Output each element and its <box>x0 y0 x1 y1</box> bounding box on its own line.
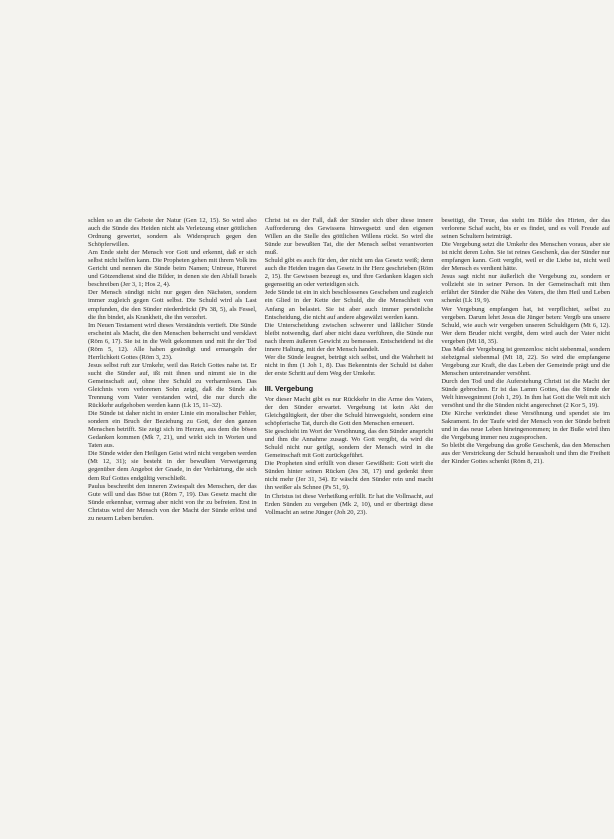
paragraph: Christ ist es der Fall, daß der Sünder sich über diese innere Aufforderung des Gewissens hinwegsetzt und den eigenen Willen an die Stelle des göttlichen Willens rückt. So wird die Sünde zur bewußten Tat, die der Mensch selbst verantworten muß. <box>264 217 434 257</box>
paragraph: Das Maß der Vergebung ist grenzenlos: nicht siebenmal, sondern siebzigmal siebenmal (Mt 18, 22). So wird die empfangene Vergebung zur Kraft, die das Leben der Gemeinde prägt und die Menschen untereinander versöhnt. <box>441 345 611 377</box>
paragraph: Durch den Tod und die Auferstehung Christi ist die Macht der Sünde gebrochen. Er ist das Lamm Gottes, das die Sünde der Welt hinwegnimmt (Joh 1, 29). In ihm hat Gott die Welt mit sich versöhnt und ihr die Sünden nicht angerechnet (2 Kor 5, 19). <box>441 377 611 410</box>
paragraph: schlen so an die Gebote der Natur (Gen 12, 15). So wird also auch die Sünde des Heiden nicht als Verletzung einer göttlichen Ordnung gewertet, sondern als Widerspruch gegen den Schöpferwillen. <box>88 217 257 249</box>
paragraph: Jede Sünde ist ein in sich beschlossenes Geschehen und zugleich ein Glied in der Kette der Schuld, die die Menschheit von Anfang an belastet. Sie ist aber auch immer persönliche Entscheidung, die nicht auf andere abgewälzt werden kann. <box>264 289 434 321</box>
text-columns <box>88 217 610 835</box>
paragraph: Vor dieser Macht gibt es nur Rückkehr in die Arme des Vaters, der den Sünder erwartet. Vergebung ist kein Akt der Gleichgültigkeit, der über die Schuld hinwegsieht, sondern eine schöpferische Tat, durch die Gott den Menschen erneuert. <box>264 395 434 428</box>
paragraph: Die Sünde wider den Heiligen Geist wird nicht vergeben werden (Mt 12, 31); sie besteht in der bewußten Verweigerung gegenüber dem Angebot der Gnade, in der Verhärtung, die sich dem Ruf Gottes endgültig verschließt. <box>88 450 257 482</box>
paragraph: Jesus selbst ruft zur Umkehr, weil das Reich Gottes nahe ist. Er sucht die Sünder auf, ißt mit ihnen und nimmt sie in die Gemeinschaft auf, ohne ihre Schuld zu verharmlosen. Das Gleichnis vom verlorenen Sohn zeigt, daß die Sünde als Trennung vom Vater verstanden wird, die nur durch die Rückkehr aufgehoben werden kann (Lk 15, 11–32). <box>88 361 257 410</box>
paragraph: Die Propheten sind erfüllt von dieser Gewißheit: Gott wirft die Sünden hinter seinen Rücken (Jes 38, 17) und gedenkt ihrer nicht mehr (Jer 31, 34). Er wäscht den Sünder rein und macht ihn weißer als Schnee (Ps 51, 9). <box>264 460 434 492</box>
paragraph: Die Unterscheidung zwischen schwerer und läßlicher Sünde bleibt notwendig, darf aber nicht dazu verführen, die Sünde nur nach ihrem äußeren Gewicht zu bemessen. Entscheidend ist die innere Haltung, mit der der Mensch handelt. <box>264 321 434 353</box>
section-heading: III. Vergebung <box>264 383 314 393</box>
paragraph: Jesus sagt nicht nur äußerlich die Vergebung zu, sondern er vollzieht sie in seiner Person. In der Gemeinschaft mit ihm erfährt der Sünder die Nähe des Vaters, die ihm Heil und Leben schenkt (Lk 19, 9). <box>441 273 611 305</box>
paragraph: Die Kirche verkündet diese Versöhnung und spendet sie im Sakrament. In der Taufe wird der Mensch von der Sünde befreit und in das neue Leben hineingenommen; in der Buße wird ihm die Vergebung immer neu zugesprochen. <box>441 410 611 442</box>
column-right <box>441 217 610 835</box>
paragraph: beseitigt, die Treue, das steht im Bilde des Hirten, der das verlorene Schaf sucht, bis er es findet, und es voll Freude auf seinen Schultern heimträgt. <box>441 217 611 241</box>
paragraph: Im Neuen Testament wird dieses Verständnis vertieft. Die Sünde erscheint als Macht, die den Menschen beherrscht und versklavt (Röm 6, 17). Sie ist in die Welt gekommen und mit ihr der Tod (Röm 5, 12). Alle haben gesündigt und ermangeln der Herrlichkeit Gottes (Röm 3, 23). <box>88 321 257 361</box>
paragraph: Wer Vergebung empfangen hat, ist verpflichtet, selbst zu vergeben. Darum lehrt Jesus die Jünger beten: Vergib uns unsere Schuld, wie auch wir vergeben unseren Schuldigern (Mt 6, 12). Wer dem Bruder nicht vergibt, dem wird auch der Vater nicht vergeben (Mt 18, 35). <box>441 305 611 345</box>
column-left <box>88 217 257 835</box>
paragraph: Die Sünde ist daher nicht in erster Linie ein moralischer Fehler, sondern ein Bruch der Beziehung zu Gott, der den ganzen Menschen betrifft. Sie zeigt sich im Herzen, aus dem die bösen Gedanken kommen (Mk 7, 21), und wirkt sich in Worten und Taten aus. <box>88 410 257 450</box>
blank-top-margin <box>0 0 614 210</box>
column-middle <box>265 217 434 835</box>
paragraph: Wer die Sünde leugnet, betrügt sich selbst, und die Wahrheit ist nicht in ihm (1 Joh 1, 8). Das Bekenntnis der Schuld ist daher der erste Schritt auf dem Weg der Umkehr. <box>264 353 434 377</box>
paragraph: So bleibt die Vergebung das große Geschenk, das den Menschen aus der Verstrickung der Schuld herausholt und ihm die Freiheit der Kinder Gottes schenkt (Röm 8, 21). <box>441 442 611 466</box>
paragraph: Der Mensch sündigt nicht nur gegen den Nächsten, sondern immer zugleich gegen Gott selbst. Die Schuld wird als Last empfunden, die den Sünder niederdrückt (Ps 38, 5), als Fessel, die ihn bindet, als Krankheit, die ihn verzehrt. <box>88 289 257 321</box>
paragraph: Sie geschieht im Wort der Versöhnung, das den Sünder anspricht und ihm die Annahme zusagt. Wo Gott vergibt, da wird die Schuld nicht nur getilgt, sondern der Mensch wird in die Gemeinschaft mit Gott zurückgeführt. <box>264 428 434 460</box>
paragraph: In Christus ist diese Verheißung erfüllt. Er hat die Vollmacht, auf Erden Sünden zu vergeben (Mk 2, 10), und er überträgt diese Vollmacht an seine Jünger (Joh 20, 23). <box>264 492 434 516</box>
paragraph: Die Vergebung setzt die Umkehr des Menschen voraus, aber sie ist nicht deren Lohn. Sie ist reines Geschenk, das der Sünder nur empfangen kann. Gott vergibt, weil er die Liebe ist, nicht weil der Mensch es verdient hätte. <box>441 241 611 273</box>
paragraph: Am Ende steht der Mensch vor Gott und erkennt, daß er sich selbst nicht helfen kann. Die Propheten gehen mit ihrem Volk ins Gericht und nennen die Sünde beim Namen; Untreue, Hurerei und Götzendienst sind die Bilder, in denen sie den Abfall Israels beschreiben (Jer 3, 1; Hos 2, 4). <box>88 249 257 289</box>
paragraph: Paulus beschreibt den inneren Zwiespalt des Menschen, der das Gute will und das Böse tut (Röm 7, 19). Das Gesetz macht die Sünde erkennbar, vermag aber nicht von ihr zu befreien. Erst in Christus wird der Mensch von der Macht der Sünde erlöst und zu neuem Leben berufen. <box>88 482 257 522</box>
paragraph: Schuld gibt es auch für den, der nicht um das Gesetz weiß; denn auch die Heiden tragen das Gesetz in ihr Herz geschrieben (Röm 2, 15). Ihr Gewissen bezeugt es, und ihre Gedanken klagen sich gegenseitig an oder verteidigen sich. <box>264 257 434 289</box>
